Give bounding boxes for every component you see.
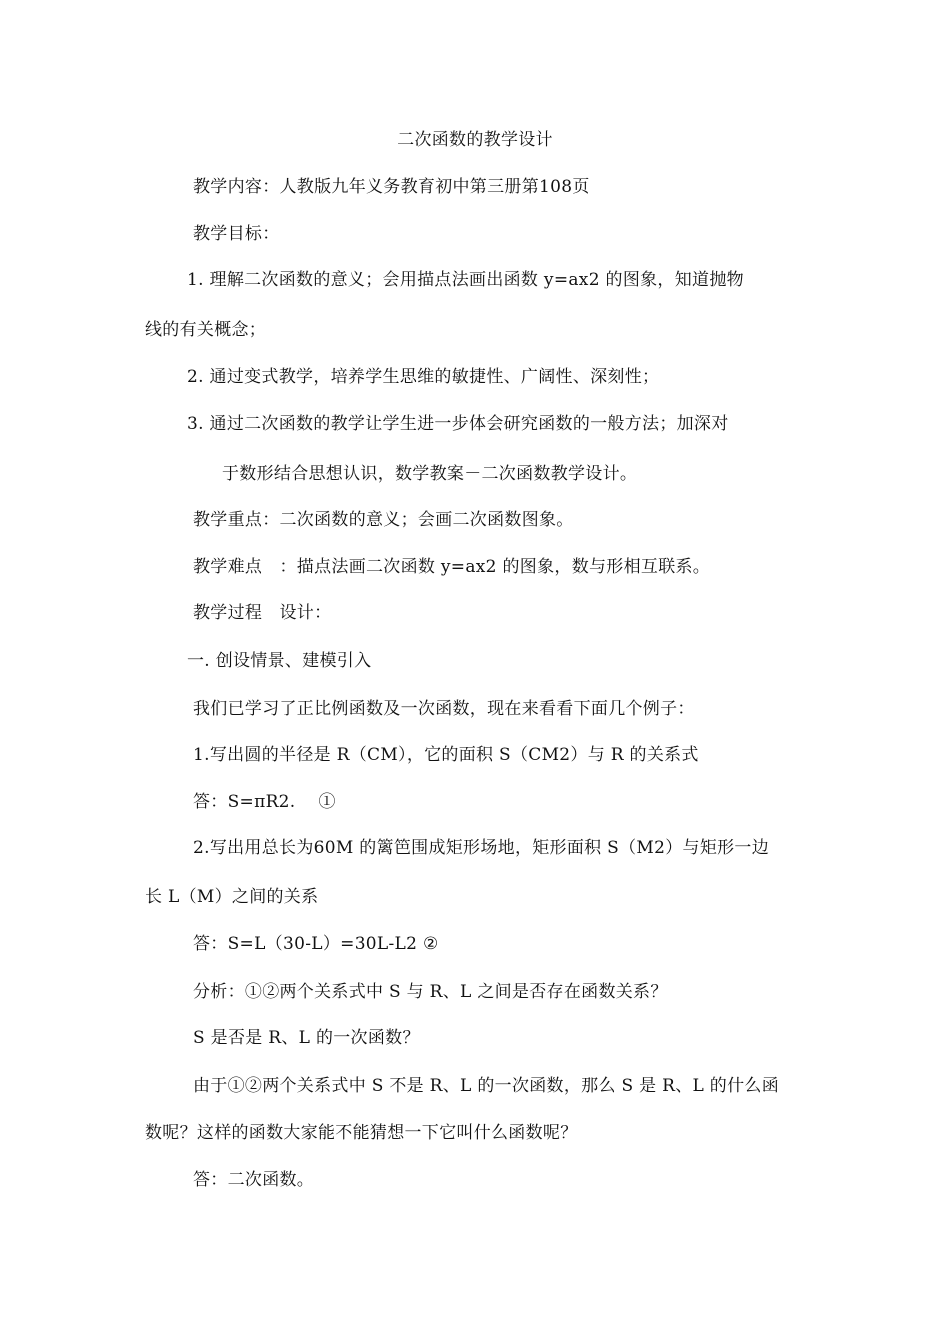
paragraph-reasoning-cont: 数呢？这样的函数大家能不能猜想一下它叫什么函数呢？	[145, 1123, 578, 1143]
paragraph-difficulties: 教学难点 ：描点法画二次函数 y=ax2 的图象，数与形相互联系。	[193, 557, 711, 577]
paragraph-objective-3-cont: 于数形结合思想认识，数学教案－二次函数教学设计。	[222, 464, 638, 484]
paragraph-example-1: 1.写出圆的半径是 R（CM），它的面积 S（CM2）与 R 的关系式	[193, 745, 699, 765]
section-heading-1: 一. 创设情景、建模引入	[187, 651, 372, 671]
paragraph-answer-1: 答：S=πR2. ①	[193, 792, 336, 812]
paragraph-intro: 我们已学习了正比例函数及一次函数，现在来看看下面几个例子：	[193, 699, 695, 719]
paragraph-process: 教学过程 设计：	[193, 603, 332, 623]
document-title: 二次函数的教学设计	[397, 130, 553, 150]
paragraph-objective-1-cont: 线的有关概念；	[145, 320, 267, 340]
paragraph-example-2-cont: 长 L（M）之间的关系	[145, 887, 319, 907]
paragraph-analysis: 分析：①②两个关系式中 S 与 R、L 之间是否存在函数关系？	[193, 982, 668, 1002]
paragraph-objectives-heading: 教学目标：	[193, 224, 280, 244]
paragraph-answer-3: 答：二次函数。	[193, 1170, 315, 1190]
paragraph-objective-1: 1. 理解二次函数的意义；会用描点法画出函数 y=ax2 的图象，知道抛物	[187, 270, 744, 290]
paragraph-objective-3: 3. 通过二次函数的教学让学生进一步体会研究函数的一般方法；加深对	[187, 414, 729, 434]
paragraph-objective-2: 2. 通过变式教学，培养学生思维的敏捷性、广阔性、深刻性；	[187, 367, 660, 387]
paragraph-key-points: 教学重点：二次函数的意义；会画二次函数图象。	[193, 510, 574, 530]
paragraph-answer-2: 答：S=L（30-L）=30L-L2 ②	[193, 934, 439, 954]
paragraph-question: S 是否是 R、L 的一次函数？	[193, 1028, 420, 1048]
paragraph-content: 教学内容：人教版九年义务教育初中第三册第108页	[193, 177, 590, 197]
paragraph-reasoning: 由于①②两个关系式中 S 不是 R、L 的一次函数，那么 S 是 R、L 的什么函	[193, 1076, 779, 1096]
paragraph-example-2: 2.写出用总长为60M 的篱笆围成矩形场地，矩形面积 S（M2）与矩形一边	[193, 838, 770, 858]
